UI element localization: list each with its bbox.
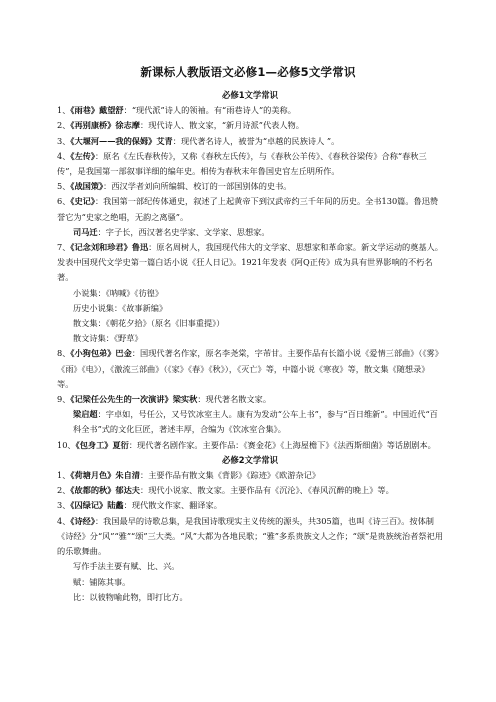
item-heading: 《再别康桥》徐志摩	[70, 120, 140, 131]
paragraph	[57, 498, 443, 513]
item-text: ：原名《左氏春秋传》，又称《春秋左氏传》，与《春秋公羊传》、《春秋谷梁传》合称“春秋三传”，是我国第一部叙事详细的编年史。相传为春秋末年鲁国史官左丘明所作。	[57, 150, 427, 177]
item-text: ：现代小说家、散文家。主要作品有《沉沦》、《春风沉醉的晚上》等。	[140, 485, 394, 496]
item-text: ：我国最早的诗歌总集，是我国诗歌现实主义传统的源头，共305篇，也叫《诗三百》。按体制《诗经》分“风”“雅”“颂”三大类。“风”大都为各地民歌；“雅”多系贵族文人之作；“颂”是贵族统治者祭祀用的乐歌舞曲。	[57, 515, 443, 557]
item-text: ：西汉学者刘向所编辑、校订的一部国别体的史书。	[103, 181, 292, 192]
item-text: ：现代散文作家、翻译家。	[123, 500, 222, 511]
item-number: 3、	[57, 135, 71, 146]
item-heading: 《左传》	[70, 150, 95, 161]
item-heading: 司马迁	[73, 226, 98, 237]
item-text: ：现代著名剧作家。主要作品：《赛金花》《上海屋檐下》《法西斯细菌》等话剧剧本。	[128, 439, 436, 450]
item-number: 9、	[57, 394, 71, 405]
item-text: 比：以彼物喻此物，即打比方。	[73, 591, 188, 602]
item-text: 散文诗集：《野草》	[73, 333, 143, 344]
paragraph	[57, 483, 443, 498]
item-text: 散文集：《朝花夕拾》（原名《旧事重提》）	[73, 318, 225, 329]
item-text: 赋：铺陈其事。	[73, 576, 131, 587]
item-number: 8、	[57, 348, 71, 359]
paragraph	[57, 103, 443, 118]
item-text: ：“现代派”诗人的领袖。有“雨巷诗人”的美称。	[123, 105, 296, 116]
item-text: 历史小说集：《故事新编》	[73, 302, 168, 313]
paragraph	[57, 194, 443, 224]
item-text: ：我国第一部纪传体通史，叙述了上起黄帝下到汉武帝约三千年间的历史。全书130篇。鲁迅赞誉它为“史家之绝唱，无韵之离骚”。	[57, 196, 439, 222]
item-number: 1、	[57, 105, 71, 116]
paragraph	[57, 316, 443, 331]
paragraph	[57, 225, 443, 240]
paragraph	[57, 240, 443, 286]
item-text: ：原名周树人，我国现代伟大的文学家、思想家和革命家。新文学运动的奠基人。发表中国现代文学史第一篇白话小说《狂人日记》。1921年发表《阿Q正传》成为具有世界影响的不朽名著。	[57, 242, 443, 283]
item-heading: 《记念刘和珍君》鲁迅	[70, 242, 149, 253]
paragraph	[57, 331, 443, 346]
item-heading: 《史记》	[70, 196, 95, 207]
item-text: 写作手法主要有赋、比、兴。	[73, 561, 180, 572]
item-text: ：字卓如，号任公，又号饮冰室主人。康有为发动“公车上书”，参与“百日维新”。中国近代“百科全书”式的文化巨匠，著述丰厚，合编为《饮冰室合集》。	[73, 409, 438, 435]
paragraph	[57, 301, 443, 316]
item-number: 1、	[57, 470, 71, 481]
item-heading: 《包身工》夏衍	[75, 439, 129, 450]
paragraph	[57, 559, 443, 574]
item-number: 6、	[57, 196, 71, 207]
item-number: 4、	[57, 515, 71, 526]
item-number: 5、	[57, 181, 71, 192]
item-number: 7、	[57, 242, 71, 253]
paragraph	[57, 134, 443, 149]
paragraph	[57, 407, 443, 437]
item-text: ：字子长，西汉著名史学家、文学家、思想家。	[97, 226, 270, 237]
item-text: ：主要作品有散文集《背影》《踪迹》《欧游杂记》	[140, 470, 321, 481]
item-heading: 《囚绿记》陆蠡	[70, 500, 124, 511]
paragraph	[57, 346, 443, 392]
paragraph	[57, 179, 443, 194]
page-title: 新课标人教版语文必修1—必修5文学常识	[140, 65, 356, 79]
item-number: 2、	[57, 485, 71, 496]
paragraph	[57, 392, 443, 407]
item-text: ：现代著名散文家。	[197, 394, 272, 405]
paragraph	[57, 590, 443, 605]
item-heading: 《故都的秋》郁达夫	[70, 485, 140, 496]
item-number: 4、	[57, 150, 71, 161]
item-heading: 《荷塘月色》朱自清	[70, 470, 140, 481]
item-heading: 《雨巷》戴望舒	[70, 105, 124, 116]
item-heading: 《小狗包弟》巴金	[70, 348, 132, 359]
paragraph	[57, 286, 443, 301]
paragraph	[57, 575, 443, 590]
item-number: 10、	[57, 439, 76, 450]
paragraph	[57, 149, 443, 179]
item-heading: 《大堰河——我的保姆》艾青	[70, 135, 173, 146]
item-text: ：现代著名诗人，被誉为“卓越的民族诗人 ”。	[172, 135, 340, 146]
section-heading: 必修1文学常识	[221, 90, 279, 100]
paragraph	[57, 118, 443, 133]
item-number: 3、	[57, 500, 71, 511]
section-heading: 必修2文学常识	[221, 454, 279, 465]
item-text: ：现代诗人、散文家，“新月诗派”代表人物。	[140, 120, 304, 131]
paragraph	[57, 514, 443, 560]
item-heading: 梁启超	[73, 409, 98, 420]
paragraph	[57, 438, 443, 453]
paragraph	[57, 468, 443, 483]
item-heading: 《记梁任公先生的一次演讲》梁实秋	[70, 394, 198, 405]
item-heading: 《诗经》	[70, 515, 95, 526]
item-number: 2、	[57, 120, 71, 131]
item-text: 小说集：《呐喊》《彷徨》	[73, 287, 164, 298]
document-body	[57, 88, 443, 605]
item-heading: 《战国策》	[70, 181, 104, 192]
item-text: ：国现代著名作家，原名李尧棠，字芾甘。主要作品有长篇小说《爱情三部曲》（《雾》《雨》《电》），《激流三部曲》（《家》《春》《秋》），《灭亡》等，中篇小说《寒夜》等，散文集《随想录》等。	[57, 348, 443, 389]
